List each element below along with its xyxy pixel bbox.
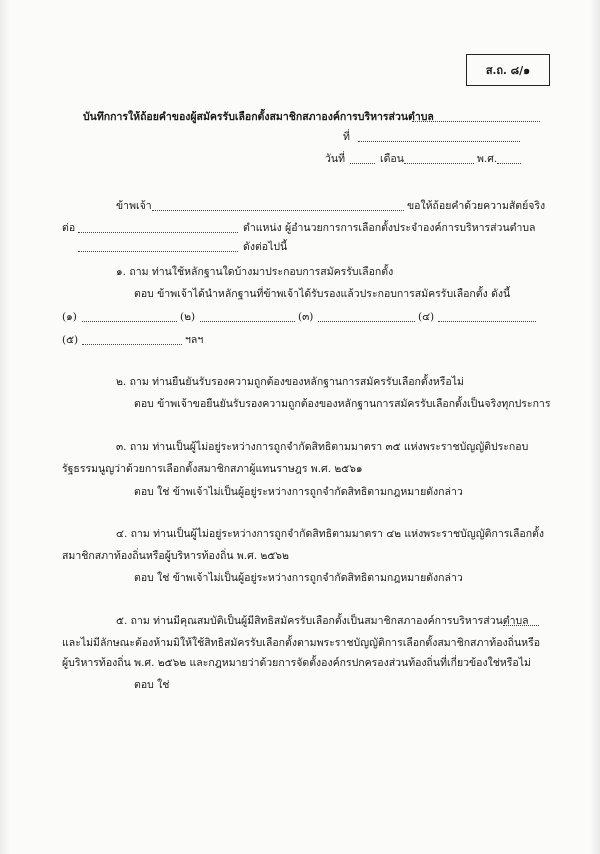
q1-etc: ฯลฯ — [185, 334, 204, 346]
position-text: ตำแหน่ง ผู้อำนวยการการเลือกตั้งประจำองค์การบริหารส่วนตำบล — [243, 222, 536, 234]
q5-question-line1: ๕. ถาม ท่านมีคุณสมบัติเป็นผู้มีสิทธิสมัครรับเลือกตั้งเป็นสมาชิกสภาองค์การบริหารส่วนตำบล — [116, 615, 529, 627]
at-field[interactable] — [358, 141, 520, 142]
q4-question-line2: สมาชิกสภาท้องถิ่นหรือผู้บริหารท้องถิ่น พ.ศ. ๒๕๖๒ — [62, 550, 289, 562]
q3-answer: ตอบ ใช่ ข้าพเจ้าไม่เป็นผู้อยู่ระหว่างการถูกจำกัดสิทธิตามกฎหมายดังกล่าว — [134, 486, 463, 498]
q5-question-line3: ผู้บริหารท้องถิ่น พ.ศ. ๒๕๖๒ และกฎหมายว่าด้วยการจัดตั้งองค์กรปกครองส่วนท้องถิ่นที่เกี่ยวข้องใช่หรือไม่ — [62, 657, 531, 669]
q1-answer: ตอบ ข้าพเจ้าได้นำหลักฐานที่ข้าพเจ้าได้รับรองแล้วประกอบการสมัครรับเลือกตั้ง ดังนี้ — [134, 288, 511, 300]
month-label: เดือน — [380, 153, 404, 165]
q1-item-1-field[interactable] — [82, 321, 177, 322]
q5-tambon-field[interactable] — [503, 625, 539, 626]
to-label: ต่อ — [62, 222, 76, 234]
day-field[interactable] — [350, 163, 375, 164]
q2-question: ๒. ถาม ท่านยืนยันรับรองความถูกต้องของหลักฐานการสมัครรับเลือกตั้งหรือไม่ — [116, 376, 464, 388]
q1-item-5-label: (๕) — [62, 334, 79, 346]
q1-item-2-label: (๒) — [180, 311, 196, 323]
name-field[interactable] — [152, 210, 404, 211]
official-name-field[interactable] — [78, 232, 238, 233]
year-field[interactable] — [497, 163, 521, 164]
q5-question-line2: และไม่มีลักษณะต้องห้ามมิให้ใช้สิทธิสมัครรับเลือกตั้งตามพระราชบัญญัติการเลือกตั้งสมาชิกสภาท้องถิ่นหรือ — [62, 637, 541, 649]
q3-question-line1: ๓. ถาม ท่านเป็นผู้ไม่อยู่ระหว่างการถูกจำกัดสิทธิตามมาตรา ๓๕ แห่งพระราชบัญญัติประกอบ — [116, 441, 529, 453]
day-label: วันที่ — [325, 153, 345, 165]
q1-question: ๑. ถาม ท่านใช้หลักฐานใดบ้างมาประกอบการสมัครรับเลือกตั้ง — [116, 266, 394, 278]
official-name-field-2[interactable] — [78, 251, 238, 252]
q5-answer: ตอบ ใช่ — [134, 679, 170, 691]
form-code: ส.ถ. ๘/๑ — [485, 64, 531, 77]
q4-answer: ตอบ ใช่ ข้าพเจ้าไม่เป็นผู้อยู่ระหว่างการถูกจำกัดสิทธิตามกฎหมายดังกล่าว — [134, 572, 463, 584]
year-label: พ.ศ. — [477, 153, 498, 165]
oath-text: ขอให้ถ้อยคำด้วยความสัตย์จริง — [407, 200, 546, 212]
title-fill-line[interactable] — [412, 121, 540, 122]
q2-answer: ตอบ ข้าพเจ้าขอยืนยันรับรองความถูกต้องของหลักฐานการสมัครรับเลือกตั้งเป็นจริงทุกประการ — [134, 398, 551, 410]
document-title: บันทึกการให้ถ้อยคำของผู้สมัครรับเลือกตั้งสมาชิกสภาองค์การบริหารส่วนตำบล — [83, 111, 434, 123]
month-field[interactable] — [404, 163, 474, 164]
i-label: ข้าพเจ้า — [116, 200, 152, 212]
q3-question-line2: รัฐธรรมนูญว่าด้วยการเลือกตั้งสมาชิกสภาผู้แทนราษฎร พ.ศ. ๒๕๖๑ — [62, 463, 363, 475]
as-follows-text: ดังต่อไปนี้ — [243, 241, 288, 253]
q1-item-2-field[interactable] — [200, 321, 295, 322]
q1-item-4-field[interactable] — [438, 321, 536, 322]
q1-item-4-label: (๔) — [418, 311, 435, 323]
q1-item-1-label: (๑) — [62, 311, 77, 323]
q1-item-3-label: (๓) — [298, 311, 314, 323]
q4-question-line1: ๔. ถาม ท่านเป็นผู้ไม่อยู่ระหว่างการถูกจำกัดสิทธิตามมาตรา ๔๒ แห่งพระราชบัญญัติการเลือกตั้ง — [116, 528, 544, 540]
q1-item-3-field[interactable] — [318, 321, 415, 322]
at-label: ที่ — [343, 131, 350, 143]
q1-item-5-field[interactable] — [82, 344, 182, 345]
form-code-box — [466, 54, 550, 86]
